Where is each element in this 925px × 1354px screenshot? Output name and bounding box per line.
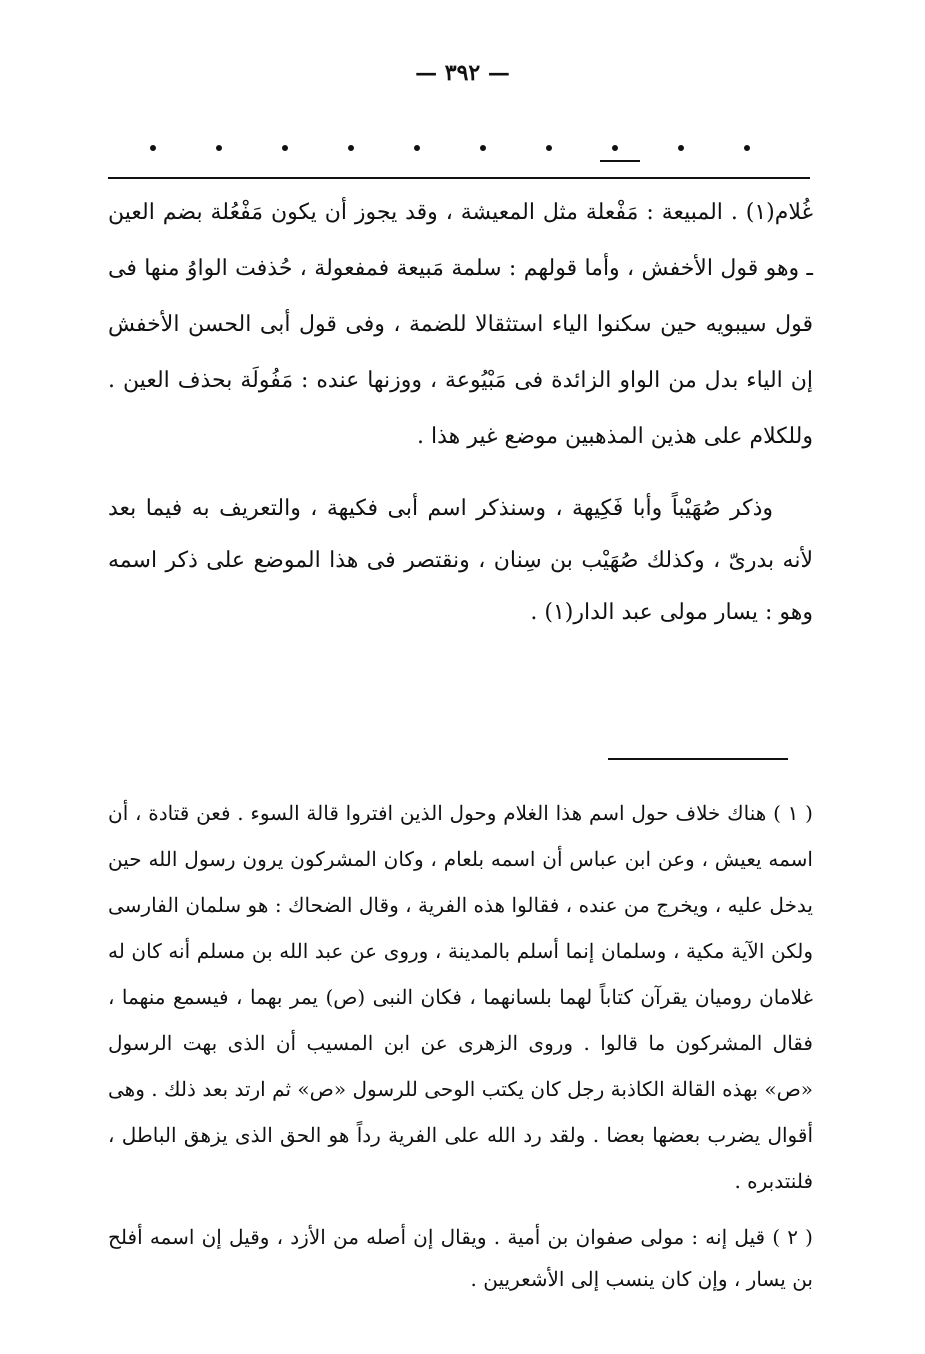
ornament-dot [612, 145, 618, 151]
ornament-dot [480, 145, 486, 151]
body-paragraph: غُلام(١) . المبيعة : مَفْعلة مثل المعيشة ، وقد يجوز أن يكون مَفْعُلة بضم العين ـ وهو قول الأخفش ، وأما قولهم : سلمة مَبيعة فمفعولة ، حُذفت الواوُ منها فى قول سيبويه حين سكنوا الياء استثقالا للضمة ، وفى قول أبى الحسن الأخفش إن الياء بدل من الواو الزائدة فى مَبْيُوعة ، ووزنها عنده : مَفُولَة بحذف العين . وللكلام على هذين المذهبين موضع غير هذا . [108, 200, 813, 449]
page-number: — ٣٩٢ — [415, 60, 510, 86]
ornament-dot [414, 145, 420, 151]
header-short-rule [600, 160, 640, 162]
footnotes [108, 790, 813, 1300]
ornament-dot [546, 145, 552, 151]
ornament-dot [744, 145, 750, 151]
footnote: ( ٢ ) قيل إنه : مولى صفوان بن أمية . ويقال إن أصله من الأزد ، وقيل إن اسمه أفلح بن يسار ، وإن كان ينسب إلى الأشعريين . [108, 1225, 813, 1291]
header-rule [108, 177, 810, 179]
ornament-dot [216, 145, 222, 151]
footnote: ( ١ ) هناك خلاف حول اسم هذا الغلام وحول الذين افتروا قالة السوء . فعن قتادة ، أن اسمه يعيش ، وعن ابن عباس أن اسمه بلعام ، وكان المشركون يرون رسول الله حين يدخل عليه ، ويخرج من عنده ، فقالوا هذه الفرية ، وقال الضحاك : هو سلمان الفارسى ولكن الآية مكية ، وسلمان إنما أسلم بالمدينة ، وروى عن عبد الله بن مسلم أنه كان له غلامان روميان يقرآن كتاباً لهما بلسانهما ، فكان النبى (ص) يمر بهما ، فيسمع منهما ، فقال المشركون ما قالوا . وروى الزهرى عن ابن المسيب أن الذى بهت الرسول «ص» بهذه القالة الكاذبة رجل كان يكتب الوحى للرسول «ص» ثم ارتد بعد ذلك . وهى أقوال يضرب بعضها بعضا . ولقد رد الله على الفرية رداً هو الحق الذى يزهق الباطل ، فلنتدبره . [108, 801, 813, 1193]
ornament-dot [282, 145, 288, 151]
ornament-dots [150, 138, 750, 158]
ornament-dot [678, 145, 684, 151]
ornament-dot [150, 145, 156, 151]
body-paragraph: وذكر صُهَيْباً وأبا فَكِيهة ، وسنذكر اسم أبى فكيهة ، والتعريف به فيما بعد لأنه بدرىّ ، وكذلك صُهَيْب بن سِنان ، ونقتصر فى هذا الموضع على ذكر اسمه وهو : يسار مولى عبد الدار(١) . [108, 496, 813, 625]
footnote-separator [608, 758, 788, 760]
ornament-dot [348, 145, 354, 151]
main-text [108, 185, 813, 639]
